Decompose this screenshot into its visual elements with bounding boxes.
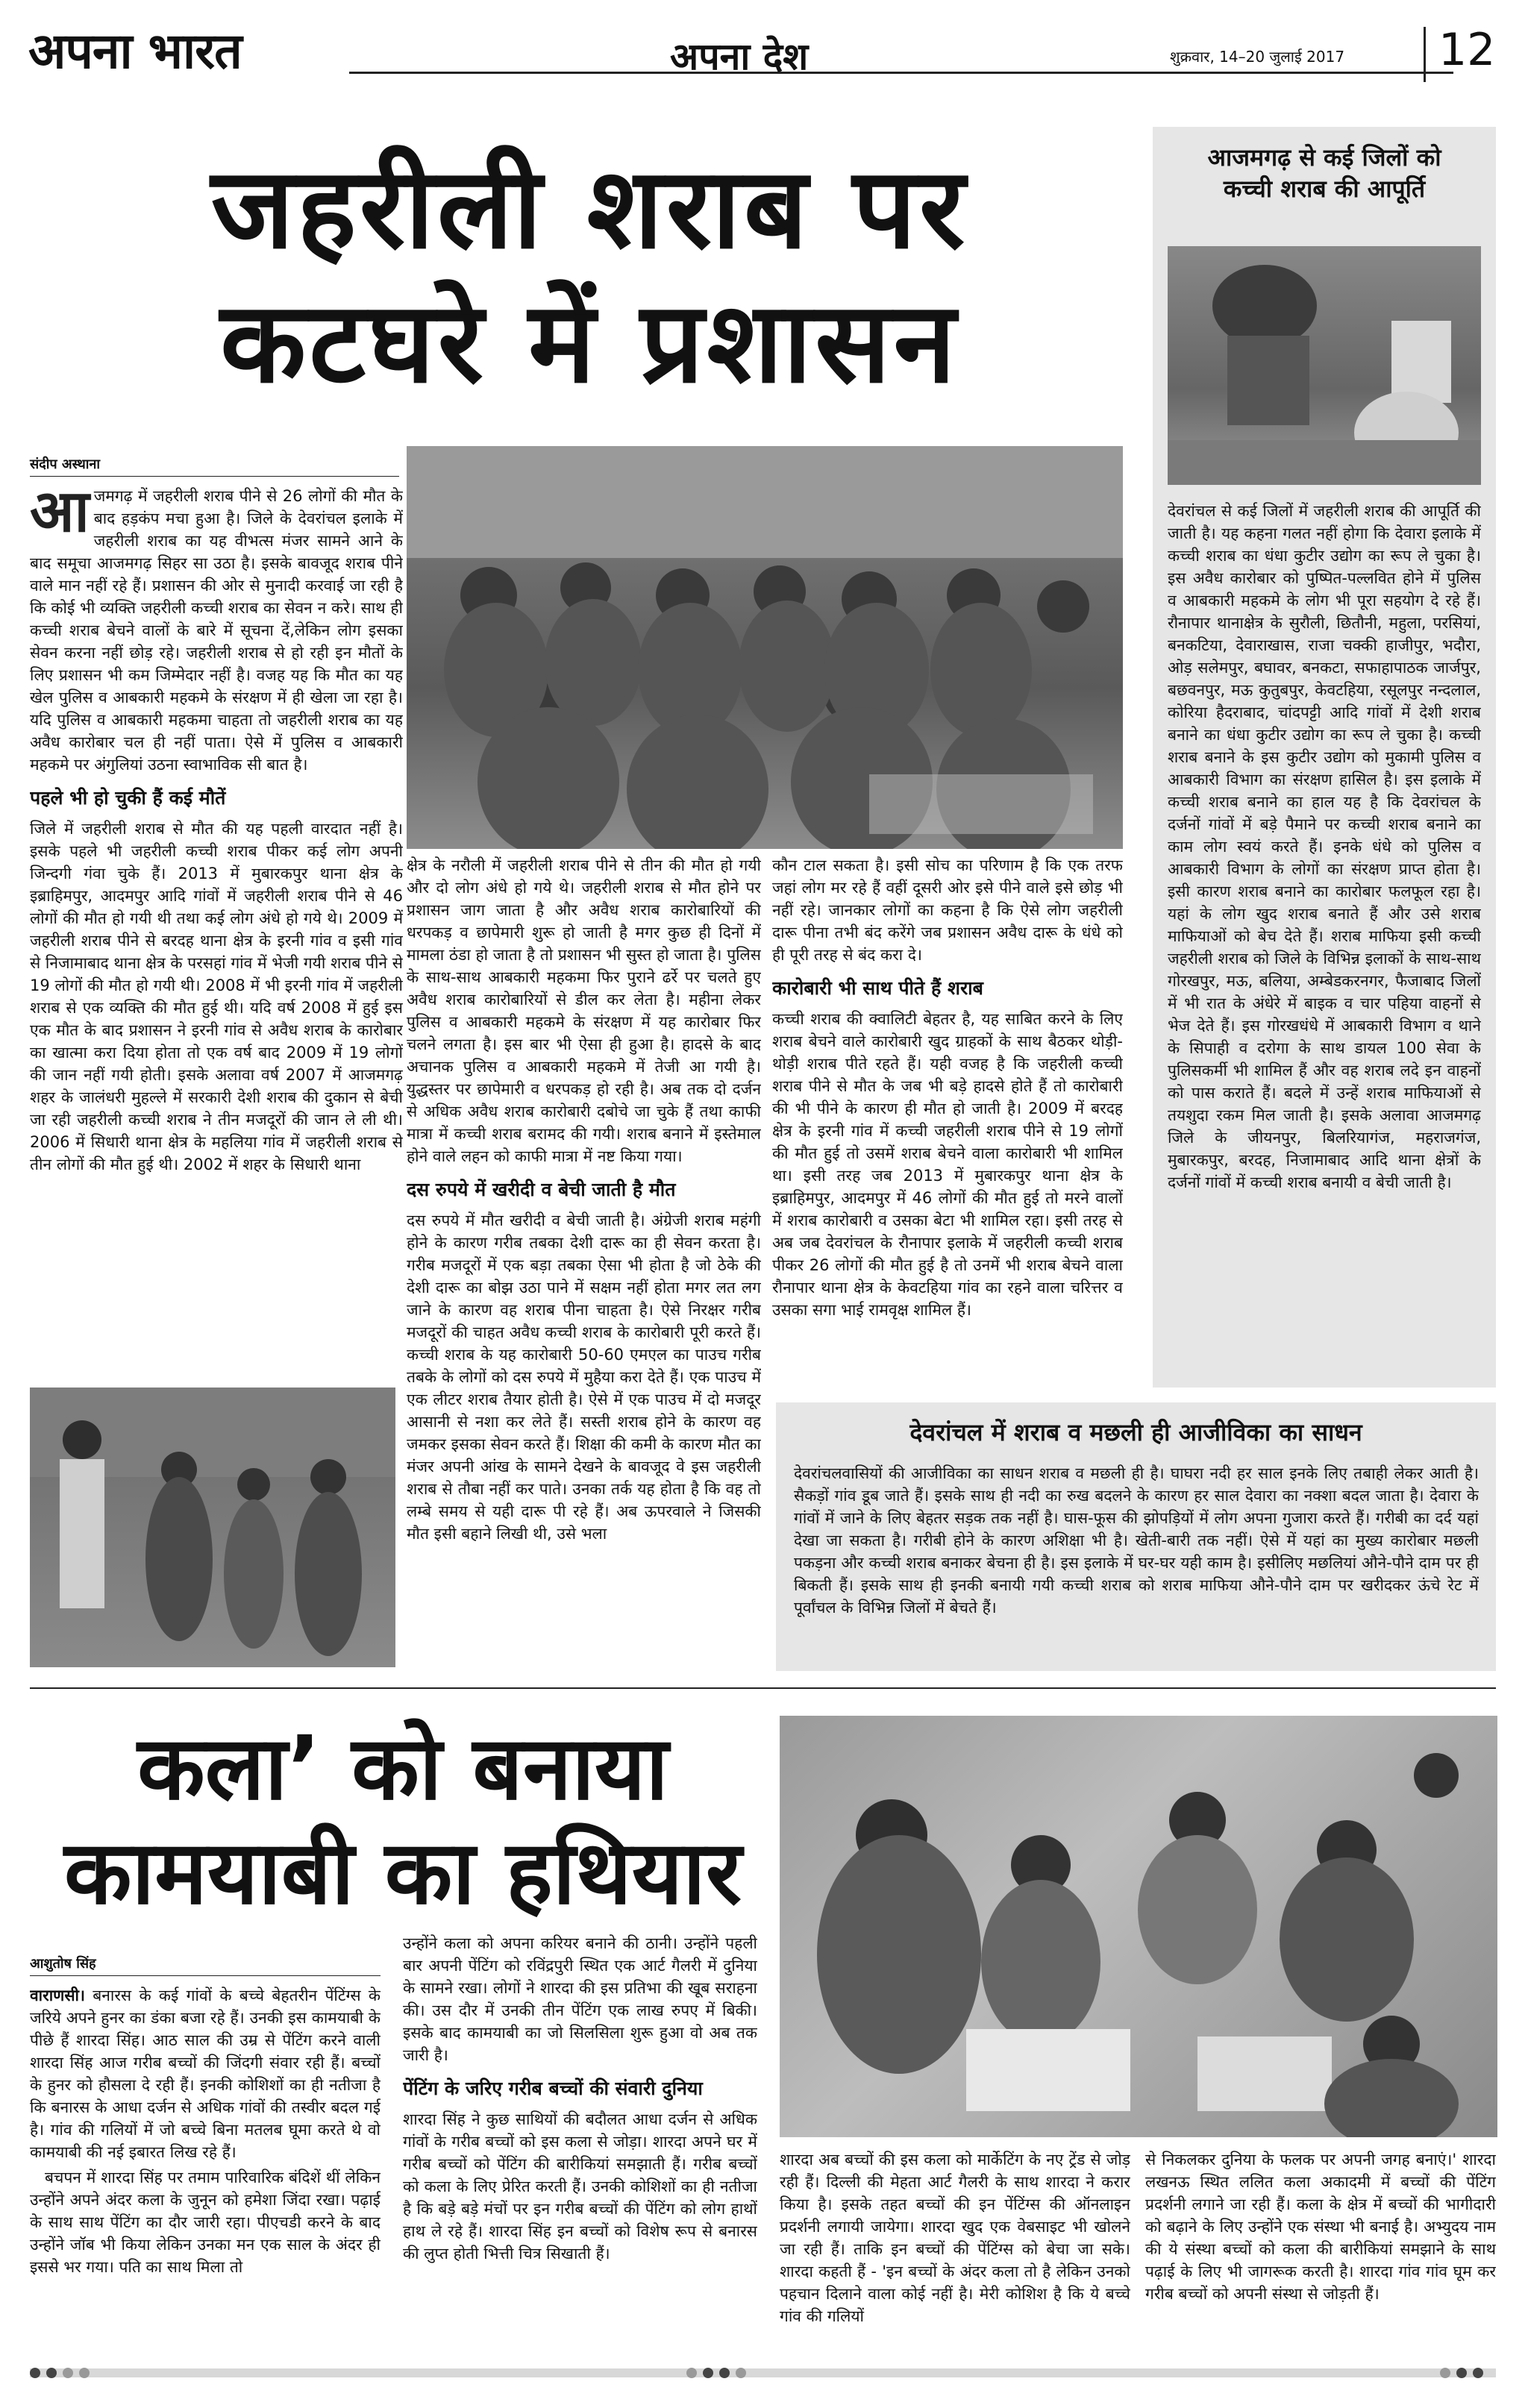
dropcap: आ: [30, 485, 90, 545]
police-photo-art: [30, 1388, 395, 1667]
sidebar-title-line1: आजमगढ़ से कई जिलों को: [1207, 143, 1441, 172]
story2-col4: से निकलकर दुनिया के फलक पर अपनी जगह बनाएं।' शारदा लखनऊ स्थित ललित कला अकादमी में बच्चों की पेंटिंग प्रदर्शनी लगाने जा रही हैं। कला के क्षेत्र में बच्चों की भागीदारी को बढ़ाने के लिए उन्होंने एक संस्था भी बनाई है। अभ्युदय नाम की ये संस्था बच्चों को कला की बारीकियां समझाने के साथ पढ़ाई के लिए भी जागरूक करती है। शारदा गांव गांव घूम कर गरीब बच्चों को अपनी संस्था से जोड़ती हैं।: [1145, 2151, 1496, 2303]
story1-intro: जमगढ़ में जहरीली शराब पीने से 26 लोगों की मौत के बाद हड़कंप मचा हुआ है। जिले के देवरांचल इलाके में जहरीली शराब का यह वीभत्स मंजर सामने आने के बाद समूचा आजमगढ़ सिहर सा उठा है। इसके बावजूद शराब पीने वाले मान नहीं रहे हैं। प्रशासन की ओर से मुनादी करवाई जा रही है कि कोई भी व्यक्ति जहरीली कच्ची शराब का सेवन न करे। साथ ही कच्ची शराब बेचने वालों के बारे में सूचना दें,लेकिन लोग इसका सेवन करना नहीं छोड़ रहे। जहरीली शराब से हो रही इन मौतों के लिए प्रशासन भी कम जिम्मेदार नहीं है। वजह यह कि मौत का यह खेल पुलिस व आबकारी महकमे के संरक्षण में ही खेला जा रहा है। यदि पुलिस व आबकारी महकमा चाहता तो जहरीली शराब का यह अवैध कारोबार चल ही नहीं पाता। ऐसे में पुलिस व आबकारी महकमे पर अंगुलियां उठना स्वाभाविक सी बात है।: [30, 487, 403, 774]
story1-headline-line1: जहरीली शराब पर: [210, 144, 968, 274]
children-painting-photo: [780, 1716, 1497, 2137]
story1-column2: [407, 854, 761, 1675]
story1-subhead3: कारोबारी भी साथ पीते हैं शराब: [772, 977, 983, 999]
section-title: अपना देश: [670, 34, 809, 78]
story2-byline: आशुतोष सिंह: [30, 1956, 96, 1972]
story2-column1: [30, 1984, 381, 2342]
livelihood-box: [776, 1402, 1496, 1671]
story-divider: [30, 1687, 1496, 1689]
sidebar-body: देवरांचल से कई जिलों में जहरीली शराब की आपूर्ति की जाती है। यह कहना गलत नहीं होगा कि देवारा इलाके में कच्ची शराब का धंधा कुटीर उद्योग का रूप ले चुका है। इस अवैध कारोबार को पुष्पित-पल्लवित होने में पुलिस व आबकारी महकमे के लोग भी पूरा सहयोग दे रहे हैं। रौनापार थानाक्षेत्र के सुरौली, छितौनी, महुला, परसियां, बनकटिया, देवाराखास, राजा चक्की हाजीपुर, भदौरा, ओड़ सलेमपुर, बघावर, बनकटा, सफाहापाठक जार्जपुर, बछवनपुर, मऊ कुतुबपुर, केवटहिया, रसूलपुर नन्दलाल, कोरिया हैदराबाद, चांदपट्टी आदि गांवों में देशी शराब बनाने का धंधा कुटीर उद्योग का रूप ले चुका है। कच्ची शराब बनाने के इस कुटीर उद्योग को मुकामी पुलिस व आबकारी विभाग का संरक्षण हासिल है। इस इलाके में कच्ची शराब बनाने का हाल यह है कि देवरांचल के दर्जनों गांवों में बड़े पैमाने पर कच्ची शराब बनाने का काम लोग स्वयं करते हैं। इनके धंधे को पुलिस व आबकारी विभाग के लोगों का संरक्षण प्राप्त होता है। इसी कारण शराब बनाने का कारोबार फलफूल रहा है। यहां के लोग खुद शराब बनाते हैं और उसे शराब माफियाओं को बेच देते हैं। शराब माफिया इसी कच्ची जहरीली शराब को जिले के विभिन्न इलाकों के साथ-साथ गोरखपुर, मऊ, बलिया, अम्बेडकरनगर, फैजाबाद जिलों में भी रात के अंधेरे में बाइक व चार पहिया वाहनों से भेज देते हैं। इस गोरखधंधे में आबकारी विभाग व थाने के सिपाही व दरोगा के साथ डायल 100 सेवा के पुलिसकर्मी भी शामिल हैं और वह शराब लदे इन वाहनों को पास कराते हैं। बदले में उन्हें शराब माफियाओं से तयशुदा रकम मिल जाती है। इसके अलावा आजमगढ़ जिले के जीयनपुर, बिलरियागंज, महराजगंज, मुबारकपुर, बरदह, निजामाबाद आदि थाना क्षेत्रों के दर्जनों गांवों में कच्ची शराब बनायी व बेची जाती है।: [1168, 502, 1481, 1191]
story2-column4: [1145, 2148, 1496, 2342]
story2-col2-p2: शारदा सिंह ने कुछ साथियों की बदौलत आधा दर्जन से अधिक गांवों के गरीब बच्चों को इस कला से जोड़ा। शारदा अपने घर में गरीब बच्चों को पेंटिंग की बारीकियां समझाती हैं। गरीब बच्चों को कला के लिए प्रेरित करती हैं। उनकी कोशिशों का ही नतीजा है कि बड़े बड़े मंचों पर इन गरीब बच्चों की पेंटिंग को लोग हाथों हाथ ले रहे हैं। शारदा सिंह इन बच्चों को विशेष रूप से बनारस की लुप्त होती भित्ती चित्र सिखाती हैं।: [403, 2110, 757, 2263]
story1-subhead1: पहले भी हो चुकी हैं कई मौतें: [30, 787, 226, 809]
story1-col3-body: कच्ची शराब की क्वालिटी बेहतर है, यह साबित करने के लिए शराब बेचने वाले कारोबारी खुद ग्राहकों के साथ बैठकर थोड़ी-थोड़ी शराब पीते रहते हैं। यही वजह है कि जहरीली कच्ची शराब पीने से मौत के जब भी बड़े हादसे होते हैं तो कारोबारी की भी पीने के कारण ही मौत हो जाती है। 2009 में बरदह क्षेत्र के इरनी गांव में कच्ची जहरीली शराब पीने से 19 लोगों की मौत हुई तो उसमें शराब बेचने वाला कारोबारी भी शामिल था। इसी तरह जब 2013 में मुबारकपुर थाना क्षेत्र के इब्राहिमपुर, आदमपुर में 46 लोगों की मौत हुई तो मरने वालों में शराब कारोबारी व उसका बेटा भी शामिल रहा। इसी तरह से अब जब देवरांचल के रौनापार इलाके में जहरीली कच्ची शराब पीकर 26 लोगों की मौत हुई है तो उनमें भी शराब बेचने वाला रौनापार थाना क्षेत्र के केवटहिया गांव का रहने वाला चरित्तर व उसका सगा भाई रामवृक्ष शामिल हैं।: [772, 1010, 1123, 1319]
livelihood-title: देवरांचल में शराब व मछली ही आजीविका का साधन: [909, 1418, 1362, 1446]
masthead: [28, 21, 1500, 95]
villagers-photo: [407, 446, 1123, 849]
story2-col3: शारदा अब बच्चों की इस कला को मार्केटिंग के नए ट्रेंड से जोड़ रही हैं। दिल्ली की मेहता आर्ट गैलरी के साथ शारदा ने करार किया है। इसके तहत बच्चों की इन पेंटिंग्स की ऑनलाइन प्रदर्शनी लगायी जायेगा। शारदा खुद एक वेबसाइट भी खोलने जा रही हैं। ताकि इन बच्चों की पेंटिंग्स को बेचा जा सके। शारदा कहती हैं - 'इन बच्चों के अंदर कला तो है लेकिन उनको पहचान दिलाने वाला कोई नहीं है। मेरी कोशिश है कि ये बच्चे गांव की गलियों: [780, 2151, 1130, 2325]
story2-column3: [780, 2148, 1130, 2342]
story2-headline-line1: कला’ को बनाया: [137, 1716, 668, 1819]
children-painting-photo-art: [780, 1716, 1497, 2137]
page-number: 12: [1438, 24, 1496, 76]
masthead-rule: [349, 72, 1453, 74]
story2-col1-p2: बचपन में शारदा सिंह पर तमाम पारिवारिक बंदिशें थीं लेकिन उन्होंने अपने अंदर कला के जुनून को हमेशा जिंदा रखा। पढ़ाई के साथ साथ पेंटिंग का दौर जारी रहा। पीएचडी करने के बाद उन्होंने जॉब भी किया लेकिन उनका मन एक साल के अंदर ही इससे भर गया। पति का साथ मिला तो: [30, 2169, 381, 2276]
still-photo-art: [1168, 246, 1481, 485]
story1-column3: [772, 854, 1123, 1399]
story2-headline-line2: कामयाबी का हथियार: [64, 1821, 742, 1924]
story1-byline: संदीप अस्थाना: [30, 457, 101, 472]
story1-subhead2: दस रुपये में खरीदी व बेची जाती है मौत: [407, 1179, 676, 1200]
page-number-divider: [1424, 27, 1426, 82]
police-photo: [30, 1388, 395, 1667]
story2-col2-p1: उन्होंने कला को अपना करियर बनाने की ठानी। उन्होंने पहली बार अपनी पेंटिंग को रविंद्रपुरी स्थित एक आर्ट गैलरी में दुनिया के सामने रखा। लोगों ने शारदा की इस प्रतिभा की खूब सराहना की। उस दौर में उनकी तीन पेंटिंग एक लाख रुपए में बिकी। इसके बाद कामयाबी का जो सिलसिला शुरू हुआ वो अब तक जारी है।: [403, 1934, 757, 2064]
still-photo: [1168, 246, 1481, 485]
livelihood-body: देवरांचलवासियों की आजीविका का साधन शराब व मछली ही है। घाघरा नदी हर साल इनके लिए तबाही लेकर आती है। सैकड़ों गांव डूब जाते हैं। इसके साथ ही नदी का रुख बदलने के कारण हर साल देवारा का नक्शा बदल जाता है। देवारा के गांवों में जाने के लिए बेहतर सड़क तक नहीं है। घास-फूस की झोपड़ियों में लोग अपना गुजारा करते हैं। गरीबी का दर्द यहां देखा जा सकता है। गरीबी होने के कारण अशिक्षा भी है। खेती-बारी तक नहीं। ऐसे में यहां का मुख्य कारोबार मछली पकड़ना और कच्ची शराब बनाकर बेचना ही है। इस इलाके में घर-घर यही काम है। इसीलिए मछलियां औने-पौने दाम पर ही बिकती हैं। इसके साथ ही इनकी बनायी गयी कच्ची शराब को शराब माफिया औने-पौने दाम पर खरीदकर ऊंचे रेट में पूर्वांचल के विभिन्न जिलों में बेचते हैं।: [794, 1464, 1479, 1617]
villagers-photo-art: [407, 446, 1123, 849]
paper-name: अपना भारत: [28, 22, 242, 80]
story1-col2-body: दस रुपये में मौत खरीदी व बेची जाती है। अंग्रेजी शराब महंगी होने के कारण गरीब तबका देशी दारू का ही सेवन करता है। गरीब मजदूरों में एक बड़ा तबका ऐसा भी होता है जो ठेके की देशी दारू का बोझ उठा पाने में सक्षम नहीं होता मगर लत लग जाने के कारण वह शराब पीना चाहता है। ऐसे निरक्षर गरीब मजदूरों की चाहत अवैध कच्ची शराब के कारोबारी पूरी करते हैं। कच्ची शराब के यह कारोबारी 50-60 एमएल का पाउच गरीब तबके के लोगों को दस रुपये में मुहैया करा देते हैं। एक पाउच में एक लीटर शराब तैयार होती है। ऐसे में एक पाउच में दो मजदूर आसानी से नशा कर लेते हैं। सस्ती शराब होने के कारण वह जमकर इसका सेवन करते हैं। शिक्षा की कमी के कारण मौत का मंजर अपनी आंख के सामने देखने के बावजूद वे इस जहरीली शराब से तौबा नहीं कर पाते। उनका तर्क यह होता है कि वह तो लम्बे समय से यही दारू पी रहे हैं। अब ऊपरवाले ने जिसकी मौत इसी बहाने लिखी थी, उसे भला: [407, 1211, 761, 1543]
story2-col1-p1: बनारस के कई गांवों के बच्चे बेहतरीन पेंटिंग्स के जरिये अपने हुनर का डंका बजा रहे हैं। उनकी इस कामयाबी के पीछे हैं शारदा सिंह। आठ साल की उम्र से पेंटिंग करने वाली शारदा सिंह आज गरीब बच्चों की जिंदगी संवार रही हैं। बच्चों के हुनर को हौसला दे रही हैं। इनकी कोशिशों का ही नतीजा है कि बनारस के आधा दर्जन से अधिक गांवों की तस्वीर बदल गई है। गांव की गलियों में जो बच्चे बिना मतलब घूमा करते थे वो कामयाबी की नई इबारत लिख रहे हैं।: [30, 1987, 381, 2161]
story1-col1-body: जिले में जहरीली शराब से मौत की यह पहली वारदात नहीं है। इसके पहले भी जहरीली कच्ची शराब पीकर कई लोग अपनी जिन्दगी गंवा चुके हैं। 2013 में मुबारकपुर थाना क्षेत्र के इब्राहिमपुर, आदमपुर आदि गांवों में जहरीली शराब पीने से 46 लोगों की मौत हो गयी थी तथा कई लोग अंधे हो गये थे। 2009 में जहरीली शराब पीने से बरदह थाना क्षेत्र के इरनी गांव व इसी गांव से निजामाबाद थाना क्षेत्र के परसहां गांव में भेजी गयी शराब पीने से 19 लोगों की मौत हो गयी थी। 2008 में भी इरनी गांव में जहरीली शराब से एक व्यक्ति की मौत हुई थी। यदि वर्ष 2008 में हुई इस एक मौत के बाद प्रशासन ने इरनी गांव से अवैध शराब के कारोबार का खात्मा करा दिया होता तो एक वर्ष बाद 2009 में 19 लोगों की जान नहीं गयी होती। इसके अलावा वर्ष 2007 में आजमगढ़ शहर के जालंधरी मुहल्ले में सरकारी देशी शराब की दुकान से बेची जा रही जहरीली कच्ची शराब ने तीन मजदूरों की जान ले ली थी। 2006 में सिधारी थाना क्षेत्र के महलिया गांव में जहरीली शराब से तीन लोगों की मौत हुई थी। 2002 में शहर के सिधारी थाना: [30, 820, 403, 1173]
footer-dots-left: [30, 2368, 90, 2378]
footer-dots-right: [1440, 2368, 1483, 2378]
issue-date: शुक्रवार, 14–20 जुलाई 2017: [1170, 48, 1345, 66]
story1-column1: [30, 485, 403, 1328]
story2-column2: [403, 1932, 757, 2342]
footer-dots-center: [686, 2368, 746, 2378]
story2-subhead1: पेंटिंग के जरिए गरीब बच्चों की संवारी दुनिया: [403, 2078, 703, 2099]
story1-col3-top: कौन टाल सकता है। इसी सोच का परिणाम है कि एक तरफ जहां लोग मर रहे हैं वहीं दूसरी ओर इसे पीने वाले इसे छोड़ भी नहीं रहे। जानकार लोगों का कहना है कि ऐसे लोग जहरीली दारू पीना तभी बंद करेंगे जब प्रशासन अवैध दारू के धंधे को ही पूरी तरह से बंद करा दे।: [772, 856, 1123, 964]
story1-headline-line2: कटघरे में प्रशासन: [220, 278, 959, 408]
sidebar-box: [1153, 127, 1496, 1388]
sidebar-title-line2: कच्ची शराब की आपूर्ति: [1223, 175, 1426, 203]
story2-dateline: वाराणसी।: [30, 1987, 85, 2004]
story2-byline-rule: [30, 1975, 381, 1976]
byline-rule: [30, 476, 399, 477]
story2-headline: [30, 1716, 776, 1925]
story1-col2-top: क्षेत्र के नरौली में जहरीली शराब पीने से तीन की मौत हो गयी और दो लोग अंधे हो गये थे। जहरीली शराब से मौत होने पर प्रशासन जाग जाता है और अवैध शराब कारोबारियों की धरपकड़ व छापेमारी शुरू हो जाती है मगर कुछ ही दिनों में मामला ठंडा हो जाता है तो प्रशासन भी सुस्त हो जाता है। पुलिस के साथ-साथ आबकारी महकमा फिर पुराने ढर्रे पर चलते हुए अवैध शराब कारोबारियों से डील कर लेता है। महीना लेकर पुलिस व आबकारी महकमे के संरक्षण में यह कारोबार फिर चलने लगता है। इस बार भी ऐसा ही हुआ है। हादसे के बाद अचानक पुलिस व आबकारी महकमे में तेजी आ गयी है। युद्धस्तर पर छापेमारी व धरपकड़ हो रही है। अब तक दो दर्जन से अधिक अवैध शराब कारोबारी दबोचे जा चुके हैं तथा काफी मात्रा में कच्ची शराब बरामद की गयी। शराब बनाने में इस्तेमाल होने वाले लहन को काफी मात्रा में नष्ट किया गया।: [407, 856, 761, 1165]
story1-headline: [30, 142, 1149, 410]
footer-rule: [30, 2368, 1496, 2377]
